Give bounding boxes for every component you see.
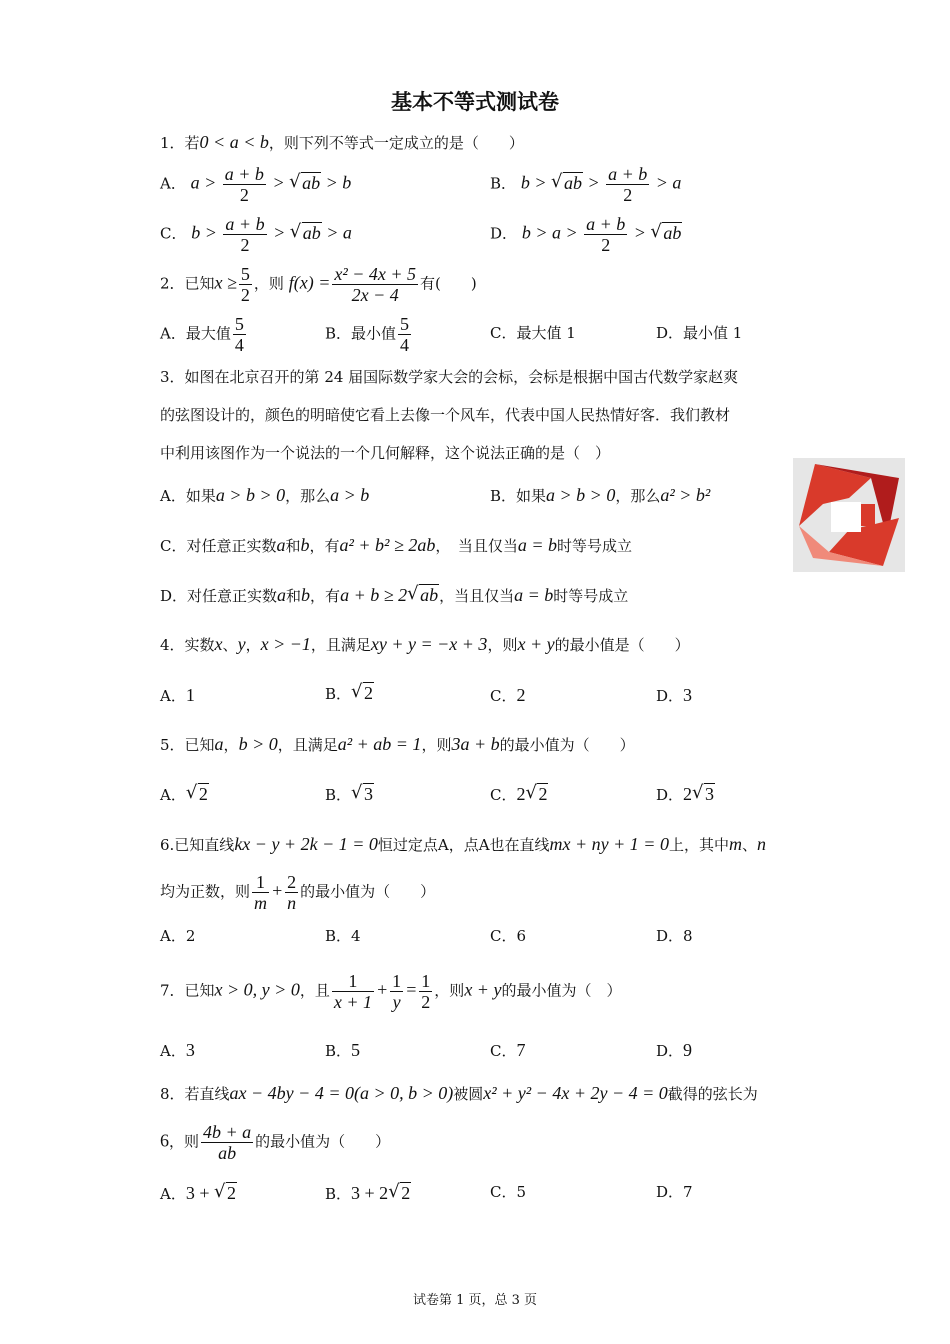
question-4: 4．实数x、y，x > −1，且满足xy + y = −x + 3，则x + y的最小值是（ ） (160, 634, 690, 654)
q1-option-b[interactable]: B． b > √ ab > $\frac{a + b}{2}$ > a (490, 164, 681, 205)
q3-text-line-2: 的弦图设计的，颜色的明暗使它看上去像一个风车，代表中国人民热情好客．我们教材 (160, 406, 731, 424)
question-6-line-2: 均为正数，则 $\frac{1}{m}$ + $\frac{2}{n}$ 的最小值为（ ） (160, 872, 436, 913)
q7-option-c[interactable]: C．7 (490, 1040, 526, 1060)
question-8-line-2: 6，则 $\frac{4b + a}{ab}$ 的最小值为（ ） (160, 1122, 391, 1163)
q7-option-b[interactable]: B．5 (325, 1040, 361, 1060)
q3-text-line-1: 3．如图在北京召开的第 24 届国际数学家大会的会标，会标是根据中国古代数学家赵爽 (160, 368, 739, 386)
pinwheel-figure (793, 458, 905, 572)
q8-option-a[interactable]: A．3 + √ 2 (160, 1184, 237, 1202)
q7-option-a[interactable]: A．3 (160, 1040, 195, 1060)
page-title: 基本不等式测试卷 (391, 90, 559, 114)
q6-option-c[interactable]: C．6 (490, 927, 527, 945)
q1-option-c[interactable]: C． b > $\frac{a + b}{2}$ > √ ab > a (160, 214, 352, 255)
q2-option-c[interactable]: C．最大值 1 (490, 324, 576, 342)
q4-option-a[interactable]: A．1 (160, 685, 195, 705)
question-1: 1．若0 < a < b，则下列不等式一定成立的是（ ） (160, 132, 524, 152)
q4-option-c[interactable]: C．2 (490, 685, 526, 705)
q2-option-b[interactable]: B．最小值 $\frac{5}{4}$ (325, 314, 410, 355)
q3-option-c[interactable]: C．对任意正实数a和b，有a² + b² ≥ 2ab， 当且仅当a = b时等号成立 (160, 535, 633, 555)
q5-option-b[interactable]: B．√ 3 (325, 785, 374, 803)
q5-option-a[interactable]: A．√ 2 (160, 785, 209, 803)
q5-option-d[interactable]: D．2√ 3 (656, 785, 715, 803)
question-8: 8．若直线ax − 4by − 4 = 0(a > 0, b > 0)被圆x² + y² − 4x + 2y − 4 = 0截得的弦长为 (160, 1083, 758, 1103)
question-2: 2．已知x ≥ $\frac{5}{2}$ ，则 f(x) = $\frac{\text{x² − 4x + 5}}{2x - 4}$ 有( ) (160, 264, 477, 305)
page-footer: 试卷第 1 页，总 3 页 (412, 1293, 538, 1308)
q8-option-d[interactable]: D．7 (656, 1183, 693, 1201)
q4-option-d[interactable]: D．3 (656, 685, 693, 705)
q3-option-b[interactable]: B．如果a > b > 0，那么a² > b² (490, 485, 711, 505)
q8-option-b[interactable]: B．3 + 2√ 2 (325, 1184, 411, 1202)
q1-number: 1．若 (160, 134, 200, 152)
q1-option-d[interactable]: D． b > a > $\frac{a + b}{2}$ > √ ab (490, 214, 682, 255)
q4-option-b[interactable]: B．√ 2 (325, 684, 374, 702)
question-6: 6.已知直线kx − y + 2k − 1 = 0恒过定点A，点A也在直线mx + ny + 1 = 0上，其中m、n (160, 834, 766, 854)
q8-option-c[interactable]: C．5 (490, 1183, 527, 1201)
q2-option-d[interactable]: D．最小值 1 (656, 324, 743, 342)
question-7: 7．已知x > 0, y > 0，且 $\frac{1}{x + 1}$ + $\frac{1}{y}$ = $\frac{1}{2}$ ，则x + y的最小值为（ ） (160, 971, 622, 1012)
q2-option-a[interactable]: A．最大值 $\frac{5}{4}$ (160, 314, 244, 355)
q3-option-a[interactable]: A．如果a > b > 0，那么a > b (160, 485, 370, 505)
question-5: 5．已知a，b > 0，且满足a² + ab = 1，则3a + b的最小值为（ ） (160, 734, 635, 754)
q6-option-d[interactable]: D．8 (656, 927, 693, 945)
q3-option-d[interactable]: D．对任意正实数a和b，有a + b ≥ 2√ ab，当且仅当a = b时等号成立 (160, 586, 628, 604)
q6-option-b[interactable]: B．4 (325, 927, 361, 945)
q7-option-d[interactable]: D．9 (656, 1040, 693, 1060)
q6-option-a[interactable]: A．2 (160, 927, 196, 945)
q3-text-line-3: 中利用该图作为一个说法的一个几何解释，这个说法正确的是（ ） (160, 444, 611, 462)
q5-option-c[interactable]: C．2√ 2 (490, 785, 548, 803)
q1-option-a[interactable]: A． a > $\frac{a + b}{2}$ > √ ab > b (160, 164, 351, 205)
